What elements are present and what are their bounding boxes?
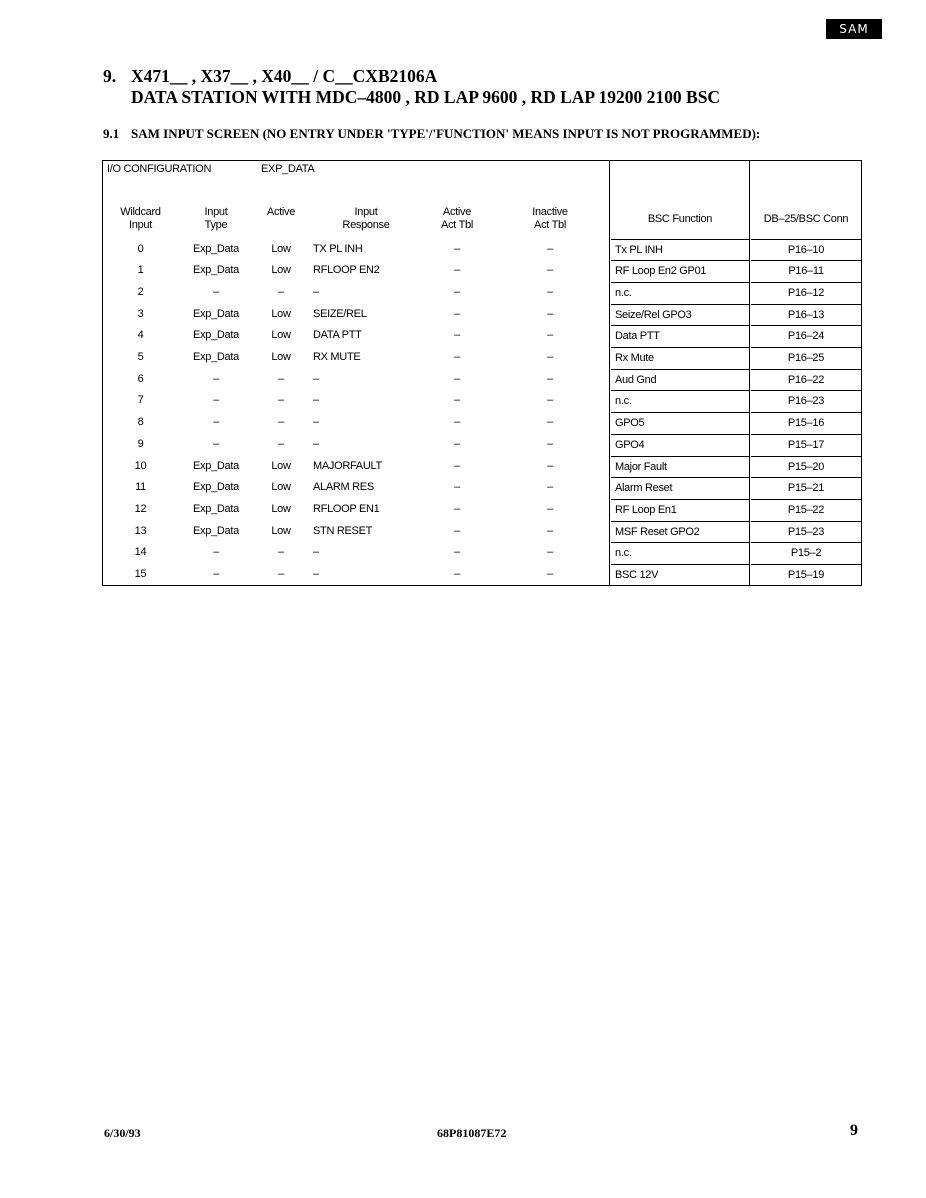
cell-db25-conn: P16–10 bbox=[751, 239, 861, 262]
header-bsc-function: BSC Function bbox=[647, 213, 713, 225]
cell-input-response: – bbox=[313, 372, 319, 385]
cell-input-response: – bbox=[313, 437, 319, 450]
cell-input-response: STN RESET bbox=[313, 524, 373, 537]
cell-inactive-act-tbl: – bbox=[547, 329, 553, 342]
cell-inactive-act-tbl: – bbox=[547, 568, 553, 580]
cell-db25-conn: P15–22 bbox=[751, 499, 861, 522]
cell-inactive-act-tbl: – bbox=[547, 524, 553, 537]
cell-bsc-function: Major Fault bbox=[611, 456, 749, 478]
cell-input-response: – bbox=[313, 285, 319, 298]
cell-input-type: Exp_Data bbox=[193, 459, 239, 472]
cell-db25-conn: P15–21 bbox=[751, 477, 861, 500]
cell-active-act-tbl: – bbox=[454, 416, 460, 429]
cell-input-type: – bbox=[213, 394, 219, 407]
footer-date: 6/30/93 bbox=[104, 1126, 141, 1140]
cell-wildcard-input: 5 bbox=[137, 351, 144, 363]
cell-bsc-function: n.c. bbox=[611, 542, 749, 564]
cell-bsc-function: Tx PL INH bbox=[611, 239, 749, 261]
header-text: Wildcard bbox=[120, 206, 161, 218]
cell-bsc-function: Seize/Rel GPO3 bbox=[611, 304, 749, 326]
cell-active: – bbox=[278, 394, 284, 407]
heading-line-1: X471__ , X37__ , X40__ / C__CXB2106A bbox=[131, 66, 438, 86]
table-row bbox=[103, 499, 861, 521]
cell-wildcard-input: 11 bbox=[135, 481, 146, 494]
cell-active: Low bbox=[271, 307, 291, 320]
cell-active-act-tbl: – bbox=[454, 242, 460, 255]
cell-active: Low bbox=[271, 459, 291, 472]
cell-wildcard-input: 0 bbox=[137, 242, 144, 255]
cell-active-act-tbl: – bbox=[454, 285, 460, 298]
cell-inactive-act-tbl: – bbox=[547, 242, 553, 255]
table-row bbox=[103, 282, 861, 304]
table-row bbox=[103, 456, 861, 478]
cell-active-act-tbl: – bbox=[454, 264, 460, 277]
cell-bsc-function: GPO5 bbox=[611, 412, 749, 434]
cell-input-type: – bbox=[213, 546, 219, 559]
cell-active-act-tbl: – bbox=[454, 372, 460, 385]
header-db25-bsc-conn: DB–25/BSC Conn bbox=[763, 213, 849, 225]
cell-inactive-act-tbl: – bbox=[547, 307, 553, 320]
cell-active: Low bbox=[271, 481, 291, 494]
table-row bbox=[103, 369, 861, 391]
cell-input-response: ALARM RES bbox=[313, 481, 374, 494]
cell-bsc-function: BSC 12V bbox=[611, 564, 749, 586]
header-input-response bbox=[331, 206, 401, 232]
cell-input-response: RX MUTE bbox=[313, 351, 361, 363]
header-text: Active bbox=[442, 206, 472, 218]
cell-active-act-tbl: – bbox=[454, 437, 460, 450]
cell-wildcard-input: 3 bbox=[137, 307, 144, 320]
cell-bsc-function: RF Loop En2 GP01 bbox=[611, 260, 749, 282]
cell-db25-conn: P16–11 bbox=[751, 260, 861, 283]
cell-wildcard-input: 12 bbox=[134, 502, 147, 515]
footer-part-number: 68P81087E72 bbox=[437, 1126, 507, 1140]
table-row bbox=[103, 260, 861, 282]
cell-wildcard-input: 4 bbox=[137, 329, 144, 342]
cell-input-response: RFLOOP EN2 bbox=[313, 264, 380, 277]
cell-input-response: TX PL INH bbox=[313, 242, 363, 255]
table-row bbox=[103, 477, 861, 499]
cell-active: Low bbox=[271, 242, 291, 255]
section-heading bbox=[103, 66, 883, 108]
cell-inactive-act-tbl: – bbox=[547, 351, 553, 363]
section-tab-label: SAM bbox=[826, 19, 882, 39]
cell-db25-conn: P15–17 bbox=[751, 434, 861, 457]
table-row bbox=[103, 564, 861, 586]
cell-active: – bbox=[278, 437, 284, 450]
cell-active: – bbox=[278, 372, 284, 385]
header-text: Type bbox=[204, 219, 228, 231]
cell-db25-conn: P16–22 bbox=[751, 369, 861, 392]
cell-inactive-act-tbl: – bbox=[547, 285, 553, 298]
header-text: Act Tbl bbox=[534, 219, 566, 231]
heading-line-2: DATA STATION WITH MDC–4800 , RD LAP 9600 , RD LAP 19200 2100 BSC bbox=[131, 87, 721, 107]
cell-wildcard-input: 9 bbox=[137, 437, 144, 450]
cell-wildcard-input: 14 bbox=[134, 546, 147, 559]
cell-input-type: Exp_Data bbox=[193, 329, 239, 342]
cell-active-act-tbl: – bbox=[454, 481, 460, 494]
header-active bbox=[258, 206, 304, 219]
cell-active-act-tbl: – bbox=[454, 546, 460, 559]
cell-input-response: DATA PTT bbox=[313, 329, 362, 342]
cell-active: – bbox=[278, 285, 284, 298]
cell-input-response: – bbox=[313, 568, 319, 580]
header-active-act-tbl bbox=[431, 206, 483, 232]
cell-active: Low bbox=[271, 264, 291, 277]
table-row bbox=[103, 304, 861, 326]
cell-active-act-tbl: – bbox=[454, 394, 460, 407]
cell-active-act-tbl: – bbox=[454, 329, 460, 342]
cell-active: Low bbox=[271, 329, 291, 342]
cell-input-type: – bbox=[213, 437, 219, 450]
cell-input-type: – bbox=[213, 568, 219, 580]
header-text: Input bbox=[129, 219, 152, 231]
table-row bbox=[103, 434, 861, 456]
subsection-number: 9.1 bbox=[103, 126, 120, 141]
subsection-title: SAM INPUT SCREEN (NO ENTRY UNDER 'TYPE'/'FUNCTION' MEANS INPUT IS NOT PROGRAMMED): bbox=[131, 126, 761, 141]
cell-input-response: – bbox=[313, 416, 319, 429]
table-row bbox=[103, 347, 861, 369]
sam-input-table bbox=[102, 160, 862, 586]
header-input-type bbox=[191, 206, 241, 232]
cell-bsc-function: n.c. bbox=[611, 282, 749, 304]
cell-inactive-act-tbl: – bbox=[547, 394, 553, 407]
cell-db25-conn: P15–2 bbox=[751, 542, 861, 565]
cell-input-type: – bbox=[213, 285, 219, 298]
subsection-heading bbox=[103, 126, 883, 142]
cell-bsc-function: GPO4 bbox=[611, 434, 749, 456]
io-config-value: EXP_DATA bbox=[261, 163, 315, 175]
cell-db25-conn: P15–16 bbox=[751, 412, 861, 435]
cell-active: – bbox=[278, 416, 284, 429]
table-row bbox=[103, 390, 861, 412]
cell-db25-conn: P15–23 bbox=[751, 521, 861, 544]
cell-input-response: RFLOOP EN1 bbox=[313, 502, 380, 515]
cell-input-response: MAJORFAULT bbox=[313, 459, 382, 472]
cell-db25-conn: P16–24 bbox=[751, 325, 861, 348]
cell-input-type: Exp_Data bbox=[193, 524, 239, 537]
cell-wildcard-input: 2 bbox=[137, 285, 144, 298]
footer-page-number: 9 bbox=[850, 1122, 858, 1139]
cell-active-act-tbl: – bbox=[454, 502, 460, 515]
cell-input-type: – bbox=[213, 372, 219, 385]
cell-active: Low bbox=[271, 502, 291, 515]
cell-wildcard-input: 15 bbox=[134, 568, 147, 580]
cell-inactive-act-tbl: – bbox=[547, 372, 553, 385]
table-row bbox=[103, 542, 861, 564]
cell-active: – bbox=[278, 568, 284, 580]
cell-input-response: SEIZE/REL bbox=[313, 307, 367, 320]
cell-db25-conn: P16–25 bbox=[751, 347, 861, 370]
cell-active-act-tbl: – bbox=[454, 524, 460, 537]
header-wildcard-input bbox=[113, 206, 168, 232]
cell-db25-conn: P15–20 bbox=[751, 456, 861, 479]
cell-wildcard-input: 7 bbox=[137, 394, 144, 407]
cell-active-act-tbl: – bbox=[454, 459, 460, 472]
header-text: Inactive bbox=[532, 206, 568, 218]
cell-inactive-act-tbl: – bbox=[547, 264, 553, 277]
table-row bbox=[103, 325, 861, 347]
cell-active: Low bbox=[271, 524, 291, 537]
cell-wildcard-input: 1 bbox=[137, 264, 144, 277]
cell-active-act-tbl: – bbox=[454, 568, 460, 580]
cell-db25-conn: P16–23 bbox=[751, 390, 861, 413]
cell-inactive-act-tbl: – bbox=[547, 416, 553, 429]
header-text: Response bbox=[342, 219, 390, 231]
cell-input-type: Exp_Data bbox=[193, 242, 239, 255]
table-row bbox=[103, 239, 861, 261]
cell-wildcard-input: 6 bbox=[137, 372, 144, 385]
table-row bbox=[103, 521, 861, 543]
cell-db25-conn: P15–19 bbox=[751, 564, 861, 587]
cell-bsc-function: Alarm Reset bbox=[611, 477, 749, 499]
table-row bbox=[103, 412, 861, 434]
cell-bsc-function: Aud Gnd bbox=[611, 369, 749, 391]
cell-bsc-function: n.c. bbox=[611, 390, 749, 412]
cell-input-response: – bbox=[313, 394, 319, 407]
cell-inactive-act-tbl: – bbox=[547, 481, 553, 494]
cell-inactive-act-tbl: – bbox=[547, 502, 553, 515]
cell-active: Low bbox=[271, 351, 291, 363]
cell-bsc-function: MSF Reset GPO2 bbox=[611, 521, 749, 543]
io-config-label: I/O CONFIGURATION bbox=[107, 163, 212, 175]
header-text: Active bbox=[266, 206, 296, 218]
cell-inactive-act-tbl: – bbox=[547, 459, 553, 472]
header-text: Input bbox=[354, 206, 378, 218]
cell-input-type: Exp_Data bbox=[193, 481, 239, 494]
cell-input-type: Exp_Data bbox=[193, 351, 239, 363]
cell-inactive-act-tbl: – bbox=[547, 546, 553, 559]
cell-bsc-function: Rx Mute bbox=[611, 347, 749, 369]
header-text: Input bbox=[204, 206, 228, 218]
cell-wildcard-input: 10 bbox=[134, 459, 147, 472]
cell-db25-conn: P16–13 bbox=[751, 304, 861, 327]
cell-wildcard-input: 13 bbox=[134, 524, 147, 537]
cell-input-type: Exp_Data bbox=[193, 502, 239, 515]
cell-active: – bbox=[278, 546, 284, 559]
cell-bsc-function: Data PTT bbox=[611, 325, 749, 347]
section-number: 9. bbox=[103, 66, 117, 86]
cell-input-response: – bbox=[313, 546, 319, 559]
header-inactive-act-tbl bbox=[522, 206, 578, 232]
cell-inactive-act-tbl: – bbox=[547, 437, 553, 450]
header-text: Act Tbl bbox=[441, 219, 473, 231]
cell-input-type: Exp_Data bbox=[193, 264, 239, 277]
cell-bsc-function: RF Loop En1 bbox=[611, 499, 749, 521]
cell-wildcard-input: 8 bbox=[137, 416, 144, 429]
cell-active-act-tbl: – bbox=[454, 307, 460, 320]
cell-input-type: – bbox=[213, 416, 219, 429]
cell-active-act-tbl: – bbox=[454, 351, 460, 363]
cell-db25-conn: P16–12 bbox=[751, 282, 861, 305]
cell-input-type: Exp_Data bbox=[193, 307, 239, 320]
